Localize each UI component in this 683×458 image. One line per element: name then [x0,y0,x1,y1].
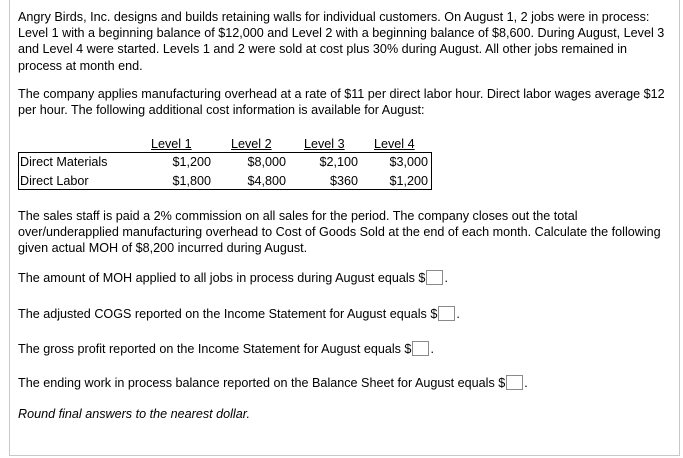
header-level-1: Level 1 [151,137,192,151]
cell: $360 [329,174,358,188]
table-row [18,172,432,190]
question-moh-applied: The amount of MOH applied to all jobs in process during August equals $ . [18,271,448,285]
cell: $2,100 [319,155,358,169]
question-ending-wip: The ending work in process balance reported on the Balance Sheet for August equals $ . [18,376,528,390]
cell: $3,000 [389,155,428,169]
row-label: Direct Materials [20,155,108,169]
question-text: The adjusted COGS reported on the Income Statement for August equals $ [18,307,438,321]
cell: $8,000 [247,155,286,169]
table-row [18,153,432,171]
cell: $4,800 [247,174,286,188]
question-gross-profit: The gross profit reported on the Income Statement for August equals $ . [18,342,434,356]
intro-paragraph: Angry Birds, Inc. designs and builds retaining walls for individual customers. On August 1, 2 jobs were in process: Level 1 with a beginning balance of $12,000 and Level 2 with a beginning balance of $8,600. During August, Level 3 and Level 4 were started. Levels 1 and 2 were sold at cost plus 30% during August. All other jobs remained in process at month end. [18,10,665,73]
cost-table [18,136,432,192]
header-level-2: Level 2 [231,137,272,151]
row-label: Direct Labor [20,174,89,188]
sales-paragraph: The sales staff is paid a 2% commission on all sales for the period. The company closes out the total over/underapplied manufacturing overhead to Cost of Goods Sold at the end of each month. Calculate the following given actual MOH of $8,200 incurred during August. [18,209,661,256]
question-text: The ending work in process balance reported on the Balance Sheet for August equals $ [18,376,506,390]
cell: $1,200 [389,174,428,188]
adjusted-cogs-answer-input[interactable] [438,306,455,321]
cell: $1,800 [172,174,211,188]
question-text: The amount of MOH applied to all jobs in process during August equals $ [18,271,426,285]
overhead-paragraph: The company applies manufacturing overhead at a rate of $11 per direct labor hour. Direct labor wages average $12 per hour. The following additional cost information is available for August: [18,87,665,118]
rounding-note: Round final answers to the nearest dollar. [18,407,250,421]
ending-wip-answer-input[interactable] [506,375,523,390]
cell: $1,200 [172,155,211,169]
question-adjusted-cogs: The adjusted COGS reported on the Income Statement for August equals $ . [18,307,460,321]
header-level-4: Level 4 [374,137,415,151]
header-level-3: Level 3 [304,137,345,151]
question-text: The gross profit reported on the Income Statement for August equals $ [18,342,412,356]
gross-profit-answer-input[interactable] [412,341,429,356]
moh-applied-answer-input[interactable] [426,270,443,285]
